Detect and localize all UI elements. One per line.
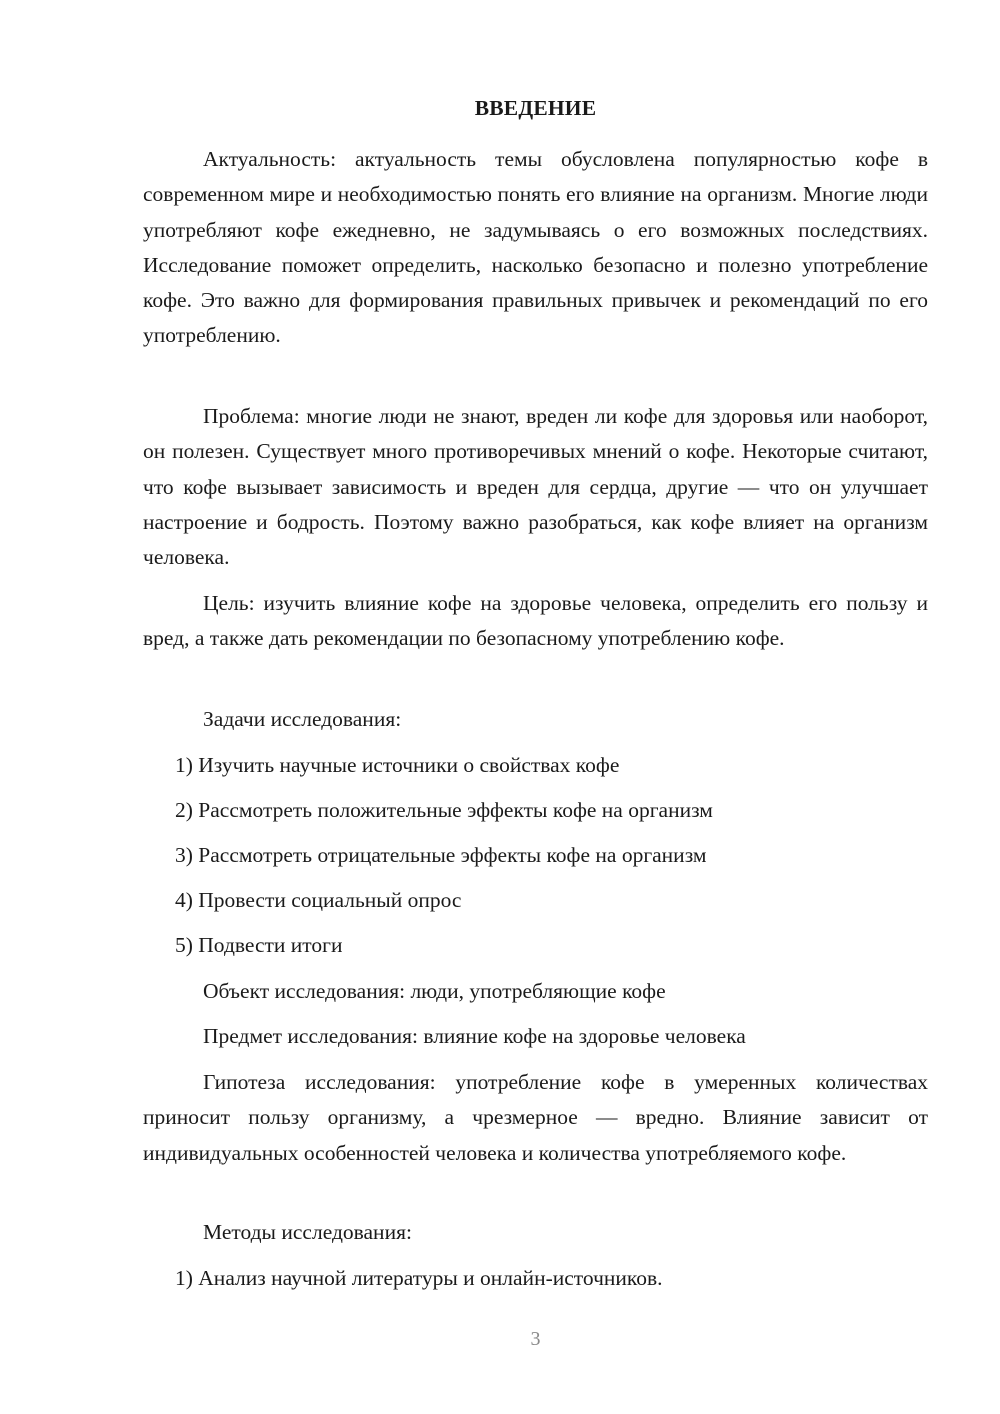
relevance-paragraph: Актуальность: актуальность темы обусловлена популярностью кофе в современном мире и необходимостью понять его влияние на организм. Многие люди употребляют кофе ежедневно, не задумываясь о его возможных последствиях. Исследование поможет определить, насколько безопасно и полезно употребление кофе. Это важно для формирования правильных привычек и рекомендаций по его употреблению. bbox=[143, 147, 928, 348]
hypothesis-paragraph: Гипотеза исследования: употребление кофе в умеренных количествах приносит пользу организму, а чрезмерное — вредно. Влияние зависит от индивидуальных особенностей человека и количества употребляемого кофе. bbox=[143, 1070, 928, 1165]
tasks-heading: Задачи исследования: bbox=[203, 707, 402, 731]
subject-line: Предмет исследования: влияние кофе на здоровье человека bbox=[203, 1024, 746, 1048]
object-line: Объект исследования: люди, употребляющие кофе bbox=[203, 979, 666, 1003]
task-item: 1) Изучить научные источники о свойствах кофе bbox=[175, 753, 620, 777]
goal-paragraph: Цель: изучить влияние кофе на здоровье человека, определить его пользу и вред, а также дать рекомендации по безопасному употреблению кофе. bbox=[143, 591, 928, 651]
task-item: 4) Провести социальный опрос bbox=[175, 888, 462, 912]
task-item: 5) Подвести итоги bbox=[175, 933, 343, 957]
methods-heading: Методы исследования: bbox=[203, 1220, 412, 1244]
problem-paragraph: Проблема: многие люди не знают, вреден ли кофе для здоровья или наоборот, он полезен. Существует много противоречивых мнений о кофе. Некоторые считают, что кофе вызывает зависимость и вреден для сердца, другие — что он улучшает настроение и бодрость. Поэтому важно разобраться, как кофе влияет на организм человека. bbox=[143, 404, 928, 570]
page-number: 3 bbox=[530, 1328, 541, 1350]
section-heading: ВВЕДЕНИЕ bbox=[474, 96, 597, 120]
task-item: 3) Рассмотреть отрицательные эффекты кофе на организм bbox=[175, 843, 707, 867]
task-item: 2) Рассмотреть положительные эффекты кофе на организм bbox=[175, 798, 713, 822]
method-item: 1) Анализ научной литературы и онлайн-источников. bbox=[175, 1266, 663, 1290]
